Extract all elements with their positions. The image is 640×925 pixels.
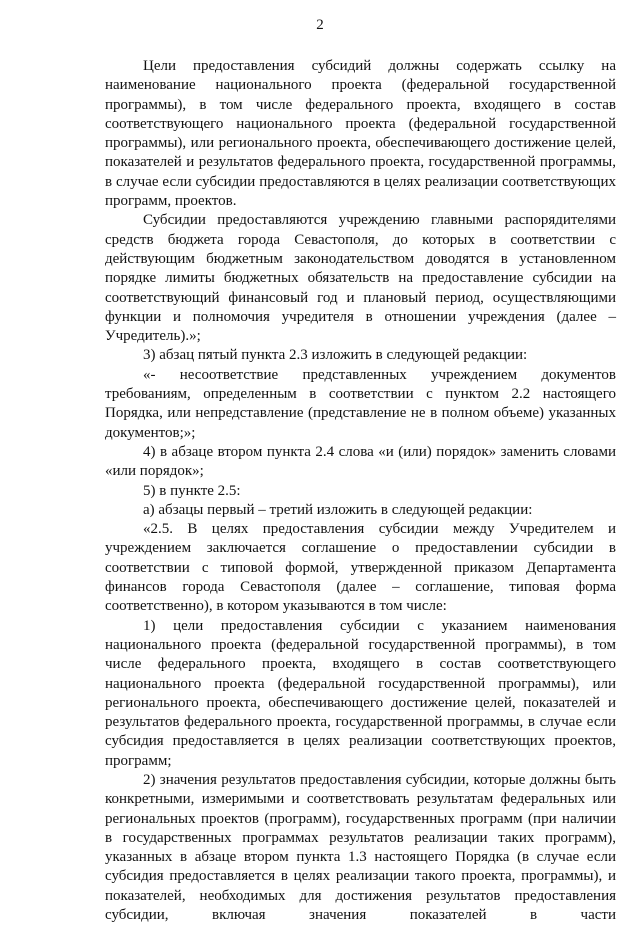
- page-number: 2: [316, 17, 324, 33]
- paragraph-subsidy-goals: Цели предоставления субсидий должны содержать ссылку на наименование национального проекта (федеральной государственной программы), в том числе федерального проекта, входящего в состав соответствующего национального проекта (федеральной государственной программы), или регионального проекта, обеспечивающего достижение целей, показателей и результатов федерального проекта, государственной программы, в случае если субсидии предоставляются в целях реализации соответствующих программ, проектов.: [105, 58, 616, 210]
- paragraph-nonconformity-clause: «- несоответствие представленных учреждением документов требованиям, определенным в соответствии с пунктом 2.2 настоящего Порядка, или непредставление (представление не в полном объеме) указанных документов;»;: [105, 366, 616, 441]
- paragraph-amendment-2-5: 5) в пункте 2.5:: [143, 482, 241, 499]
- paragraph-amendment-2-5-a: а) абзацы первый – третий изложить в следующей редакции:: [143, 501, 533, 518]
- paragraph-item-2-results: 2) значения результатов предоставления субсидии, которые должны быть конкретными, измеримыми и соответствовать результатам федеральных или региональных проектов (программ), государственных программ (при наличии в государственных программах результатов реализации таких программ), указанных в абзаце втором пункта 1.3 настоящего Порядка (в случае если субсидия предоставляется в целях реализации такого проекта, программы), и показателей, необходимых для достижения результатов предоставления субсидии, включая значения показателей в части: [105, 771, 616, 924]
- paragraph-amendment-2-3: 3) абзац пятый пункта 2.3 изложить в следующей редакции:: [143, 347, 528, 364]
- paragraph-agreement-clause: «2.5. В целях предоставления субсидии между Учредителем и учреждением заключается соглашение о предоставлении субсидии в соответствии с типовой формой, утвержденной приказом Департамента финансов города Севастополя (далее – соглашение, типовая форма соответственно), в котором указываются в том числе:: [105, 521, 616, 615]
- paragraph-subsidy-providers: Субсидии предоставляются учреждению главными распорядителями средств бюджета города Севастополя, до которых в соответствии с действующим бюджетным законодательством доводятся в установленном порядке лимиты бюджетных обязательств на предоставление субсидии на соответствующий финансовый год и плановый период, осуществляющими функции и полномочия учредителя в отношении учреждения (далее – Учредитель).»;: [105, 212, 616, 345]
- paragraph-amendment-2-4: 4) в абзаце втором пункта 2.4 слова «и (или) порядок» заменить словами «или порядок»;: [105, 443, 616, 480]
- document-body: [105, 57, 616, 925]
- paragraph-item-1-goals: 1) цели предоставления субсидии с указанием наименования национального проекта (федеральной государственной программы), в том числе федерального проекта, входящего в состав соответствующего национального проекта (федеральной государственной программы), или регионального проекта, обеспечивающего достижение целей, показателей и результатов федерального проекта, государственной программы, в случае если субсидия предоставляется в целях реализации соответствующих проектов, программ;: [105, 617, 616, 769]
